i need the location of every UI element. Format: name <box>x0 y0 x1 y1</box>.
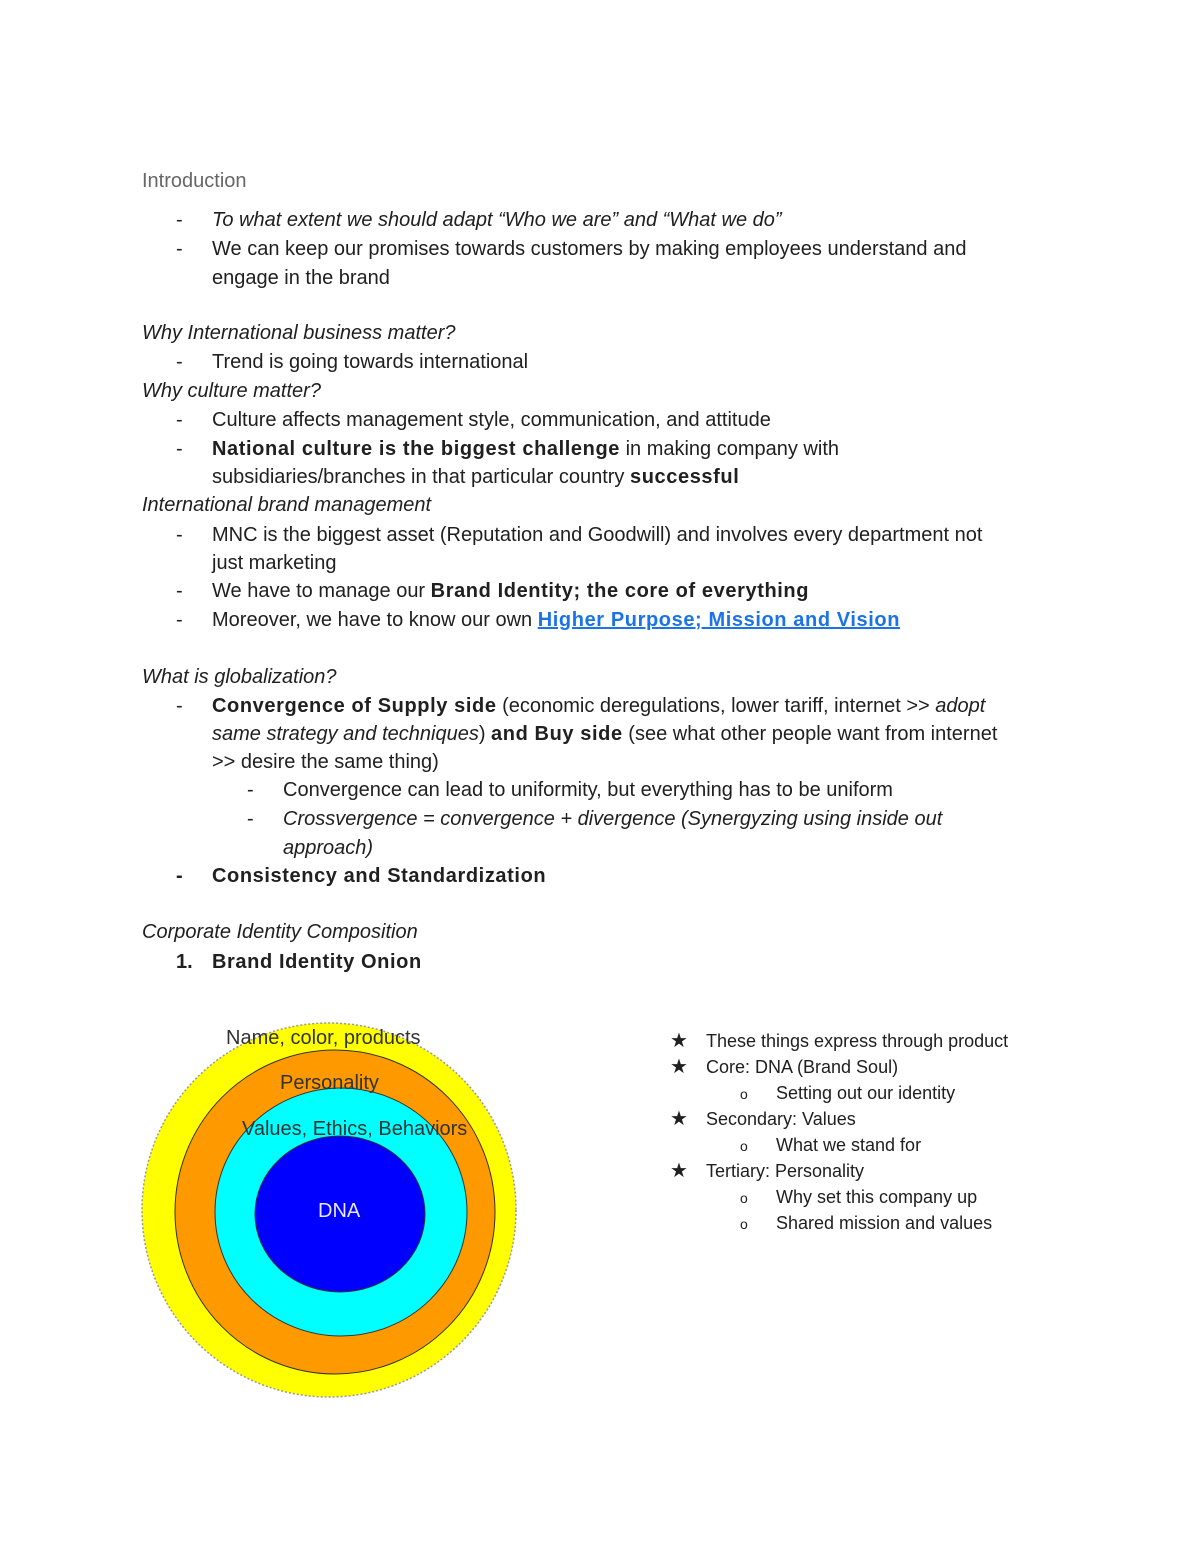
list-item: - MNC is the biggest asset (Reputation and Goodwill) and involves every department not <box>176 524 983 546</box>
section-heading-introduction: Introduction <box>142 170 247 192</box>
list-item: - We can keep our promises towards customers by making employees understand and <box>176 238 967 260</box>
star-bullet-icon: ★ <box>670 1030 688 1052</box>
star-list-item: ★ These things express through product <box>670 1030 1009 1052</box>
higher-purpose-link[interactable]: Higher Purpose; Mission and Vision <box>537 609 901 631</box>
circle-list-item: o Setting out our identity <box>776 1080 955 1106</box>
section-heading-corporate-identity: Corporate Identity Composition <box>142 921 418 943</box>
section-heading-international: Why International business matter? <box>142 322 456 344</box>
star-list-item: ★ Tertiary: Personality <box>670 1160 865 1182</box>
list-item-continuation: engage in the brand <box>212 267 390 289</box>
circle-list-item: o What we stand for <box>776 1132 921 1158</box>
star-bullet-icon: ★ <box>670 1056 688 1078</box>
star-bullet-icon: ★ <box>670 1108 688 1130</box>
list-item-continuation: subsidiaries/branches in that particular country successful <box>212 466 740 488</box>
list-item: - Consistency and Standardization <box>176 865 547 887</box>
circle-list-item: o Shared mission and values <box>776 1210 992 1236</box>
list-item: - Trend is going towards international <box>176 351 529 373</box>
section-heading-brand-management: International brand management <box>142 494 432 516</box>
sub-list-item-continuation: approach) <box>283 837 374 859</box>
list-item: - National culture is the biggest challenge in making company with <box>176 438 839 460</box>
list-item: - Culture affects management style, communication, and attitude <box>176 409 771 431</box>
section-heading-globalization: What is globalization? <box>142 666 337 688</box>
star-list-item: ★ Secondary: Values <box>670 1108 856 1130</box>
list-item-continuation: same strategy and techniques) and Buy side (see what other people want from internet <box>212 723 998 745</box>
onion-second-label: Personality <box>280 1072 379 1094</box>
list-item-continuation: just marketing <box>212 552 337 574</box>
list-item-continuation: >> desire the same thing) <box>212 751 439 773</box>
onion-third-label: Values, Ethics, Behaviors <box>242 1118 468 1140</box>
numbered-item: 1. Brand Identity Onion <box>176 951 422 973</box>
onion-svg <box>140 1020 520 1400</box>
star-list-item: ★ Core: DNA (Brand Soul) <box>670 1056 899 1078</box>
onion-core-label: DNA <box>318 1200 361 1222</box>
sub-list-item: - Crossvergence = convergence + divergence (Synergyzing using inside out <box>247 808 943 830</box>
star-bullet-icon: ★ <box>670 1160 688 1182</box>
circle-bullet-icon: o <box>740 1086 748 1102</box>
circle-bullet-icon: o <box>740 1138 748 1154</box>
list-item: - Convergence of Supply side (economic deregulations, lower tariff, internet >> adopt <box>176 695 986 717</box>
sub-list-item: - Convergence can lead to uniformity, but everything has to be uniform <box>247 779 893 801</box>
section-heading-culture: Why culture matter? <box>142 380 321 402</box>
list-item: - We have to manage our Brand Identity; the core of everything <box>176 580 810 602</box>
list-item: - Moreover, we have to know our own Higher Purpose; Mission and Vision <box>176 609 901 631</box>
onion-outer-label: Name, color, products <box>226 1027 421 1049</box>
brand-identity-onion-diagram <box>140 1020 520 1400</box>
list-item: - To what extent we should adapt “Who we are” and “What we do” <box>176 209 782 231</box>
circle-list-item: o Why set this company up <box>776 1184 977 1210</box>
circle-bullet-icon: o <box>740 1190 748 1206</box>
circle-bullet-icon: o <box>740 1216 748 1232</box>
